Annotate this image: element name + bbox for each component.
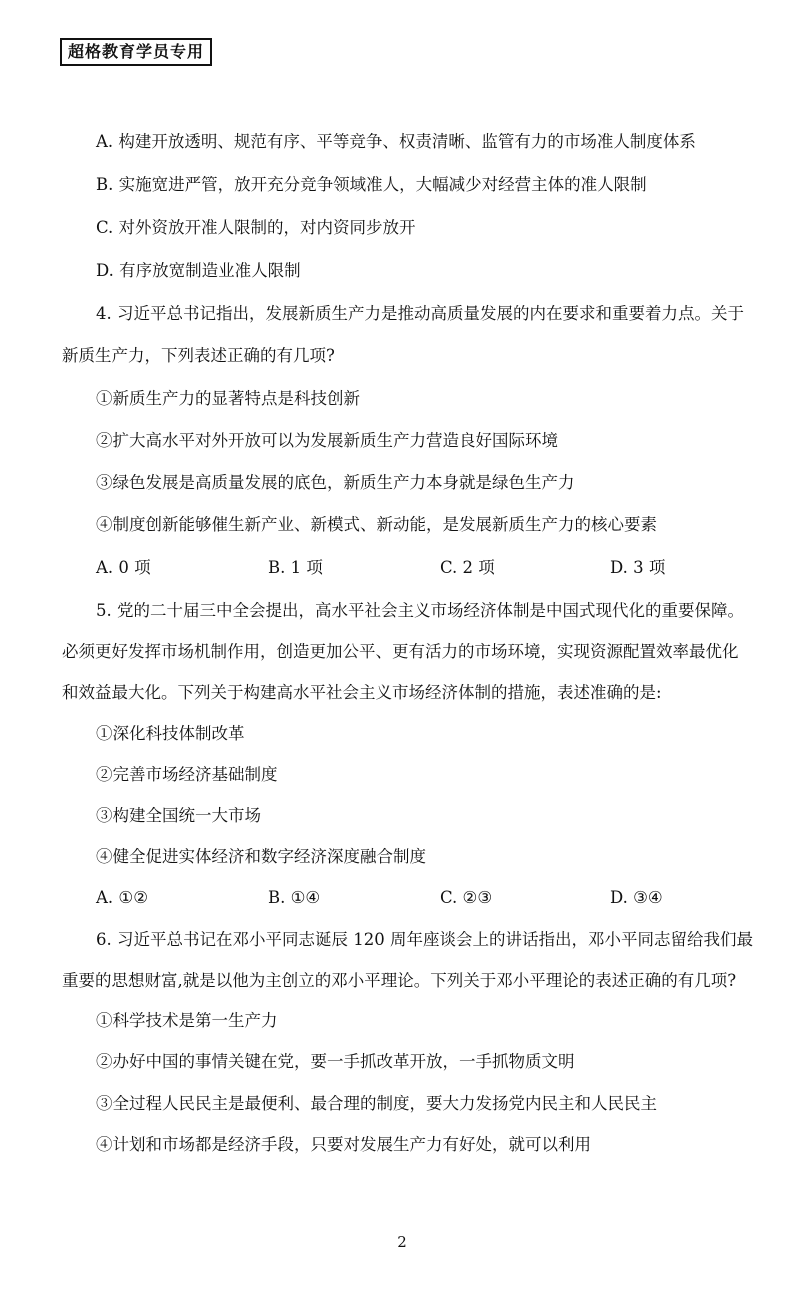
q5-stem-line3: 和效益最大化。下列关于构建高水平社会主义市场经济体制的措施，表述准确的是: [62, 683, 662, 702]
q6-stem-line1: 6. 习近平总书记在邓小平同志诞辰 120 周年座谈会上的讲话指出，邓小平同志留给我们最 [96, 930, 753, 949]
q5-item-4: ④健全促进实体经济和数字经济深度融合制度 [96, 847, 426, 866]
q6-item-2: ②办好中国的事情关键在党，要一手抓改革开放，一手抓物质文明 [96, 1052, 575, 1071]
q4-item-1: ①新质生产力的显著特点是科技创新 [96, 389, 360, 408]
page-number: 2 [397, 1233, 407, 1251]
q3-option-a: A. 构建开放透明、规范有序、平等竞争、权责清晰、监管有力的市场准人制度体系 [96, 132, 696, 151]
q6-item-1: ①科学技术是第一生产力 [96, 1011, 278, 1030]
q5-option-d: D. ③④ [610, 888, 663, 907]
q4-stem-line1: 4. 习近平总书记指出，发展新质生产力是推动高质量发展的内在要求和重要着力点。关于 [96, 304, 744, 323]
q3-option-c: C. 对外资放开准人限制的，对内资同步放开 [96, 218, 416, 237]
q5-item-2: ②完善市场经济基础制度 [96, 765, 278, 784]
q3-option-b: B. 实施宽进严管，放开充分竞争领域准人，大幅减少对经营主体的准人限制 [96, 175, 647, 194]
q5-item-3: ③构建全国统一大市场 [96, 806, 261, 825]
q4-stem-line2: 新质生产力，下列表述正确的有几项? [62, 346, 335, 365]
header-stamp: 超格教育学员专用 [60, 38, 212, 66]
q6-stem-line2: 重要的思想财富,就是以他为主创立的邓小平理论。下列关于邓小平理论的表述正确的有几项? [62, 971, 737, 990]
q5-stem-line2: 必须更好发挥市场机制作用，创造更加公平、更有活力的市场环境，实现资源配置效率最优化 [62, 642, 739, 661]
q5-item-1: ①深化科技体制改革 [96, 724, 245, 743]
q4-option-b: B. 1 项 [268, 558, 323, 577]
q4-option-c: C. 2 项 [440, 558, 495, 577]
q5-option-a: A. ①② [96, 888, 148, 907]
q5-options [96, 886, 696, 910]
q6-item-4: ④计划和市场都是经济手段，只要对发展生产力有好处，就可以利用 [96, 1135, 591, 1154]
q3-option-d: D. 有序放宽制造业准人限制 [96, 261, 301, 280]
q4-item-2: ②扩大高水平对外开放可以为发展新质生产力营造良好国际环境 [96, 431, 558, 450]
q4-item-4: ④制度创新能够催生新产业、新模式、新动能，是发展新质生产力的核心要素 [96, 515, 657, 534]
q4-option-d: D. 3 项 [610, 558, 666, 577]
q4-options [96, 556, 696, 580]
q5-option-c: C. ②③ [440, 888, 493, 907]
q4-option-a: A. 0 项 [96, 558, 151, 577]
q5-stem-line1: 5. 党的二十届三中全会提出，高水平社会主义市场经济体制是中国式现代化的重要保障。 [96, 601, 744, 620]
q4-item-3: ③绿色发展是高质量发展的底色，新质生产力本身就是绿色生产力 [96, 473, 575, 492]
q5-option-b: B. ①④ [268, 888, 321, 907]
q6-item-3: ③全过程人民民主是最便利、最合理的制度，要大力发扬党内民主和人民民主 [96, 1094, 657, 1113]
